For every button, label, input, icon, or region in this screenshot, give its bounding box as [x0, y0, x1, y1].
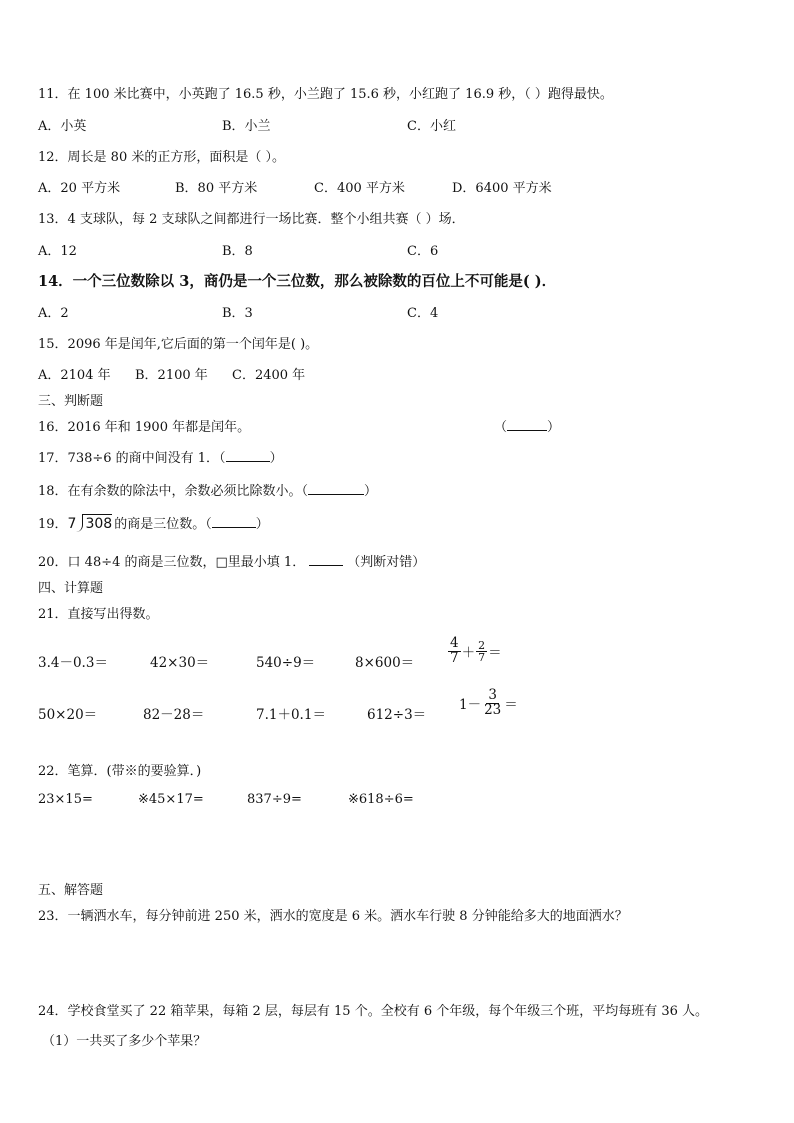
question-13-stem: 13．4 支球队，每 2 支球队之间都进行一场比赛．整个小组共赛（ ）场． [38, 212, 465, 227]
calc-item: 7.1＋0.1＝ [256, 707, 326, 723]
question-16-stem: 16．2016 年和 1900 年都是闰年。 [38, 420, 251, 435]
written-calc-item: ※618÷6= [348, 792, 414, 807]
question-22 [38, 760, 201, 779]
question-20: 20．口 48÷4 的商是三位数，□里最小填 1． （判断对错） [38, 555, 426, 570]
question-21 [38, 603, 159, 622]
q13-option-c[interactable]: C．6 [407, 244, 439, 259]
question-23 [38, 905, 628, 924]
q20-answer-blank[interactable] [309, 553, 343, 566]
section-heading-solve: 五、解答题 [38, 883, 104, 898]
q12-option-c[interactable]: C．400 平方米 [314, 181, 405, 196]
fraction: $\frac{2}{7}$ [478, 638, 486, 664]
question-16 [38, 416, 250, 435]
q11-option-a[interactable]: A．小英 [38, 119, 87, 134]
calc-item: 82－28＝ [143, 707, 205, 723]
q14-option-c[interactable]: C．4 [407, 306, 439, 321]
question-12 [38, 146, 285, 165]
calc-item-fraction-sum: $\frac{4}{7}$ ＋ $\frac{2}{7}$ ＝ [450, 635, 502, 666]
q15-option-a[interactable]: A．2104 年 [38, 368, 111, 383]
section-heading-calc: 四、计算题 [38, 581, 104, 596]
question-18: 18．在有余数的除法中，余数必须比除数小。（ ） [38, 484, 378, 499]
written-calc-item: 837÷9= [247, 792, 302, 807]
question-17: 17．738÷6 的商中间没有 1．（ ） [38, 451, 283, 466]
q11-option-b[interactable]: B．小兰 [222, 119, 271, 134]
long-division-bracket [76, 516, 112, 532]
question-17-stem: 17．738÷6 的商中间没有 1．（ [38, 451, 226, 466]
q13-option-a[interactable]: A．12 [38, 244, 77, 259]
question-15 [38, 333, 318, 352]
question-22-stem: 22．笔算．(带※的要验算．) [38, 764, 202, 779]
q19-divisor: 7 [67, 516, 77, 532]
question-15-stem: 15．2096 年是闰年,它后面的第一个闰年是( )。 [38, 337, 319, 352]
q12-option-d[interactable]: D．6400 平方米 [452, 181, 552, 196]
fraction: $\frac{3}{23}$ [484, 687, 502, 718]
calc-item: 540÷9＝ [256, 655, 316, 671]
calc-item: 3.4－0.3＝ [38, 655, 108, 671]
question-14 [38, 270, 556, 291]
written-calc-item: ※45×17= [138, 792, 204, 807]
q15-option-b[interactable]: B．2100 年 [135, 368, 208, 383]
q17-answer-blank[interactable] [226, 449, 270, 462]
q14-option-a[interactable]: A．2 [38, 306, 69, 321]
q18-answer-blank[interactable] [308, 482, 364, 495]
calc-item: 612÷3＝ [367, 707, 427, 723]
question-13 [38, 208, 465, 227]
question-11-stem: 11．在 100 米比赛中，小英跑了 16.5 秒，小兰跑了 15.6 秒，小红跑了 16.9 秒，（ ）跑得最快。 [38, 87, 613, 102]
question-24 [38, 1000, 708, 1019]
question-11 [38, 83, 613, 102]
question-21-stem: 21．直接写出得数。 [38, 607, 159, 622]
section-heading-judge: 三、判断题 [38, 394, 104, 409]
question-24-sub-1: （1）一共买了多少个苹果？ [42, 1034, 207, 1049]
question-14-stem: 14．一个三位数除以 3，商仍是一个三位数，那么被除数的百位上不可能是( )． [38, 273, 557, 290]
written-calc-item: 23×15= [38, 792, 93, 807]
question-23-stem: 23．一辆洒水车，每分钟前进 250 米，洒水的宽度是 6 米。洒水车行驶 8 分钟能给多大的地面洒水？ [38, 909, 628, 924]
calc-item: 42×30＝ [150, 655, 210, 671]
question-18-stem: 18．在有余数的除法中，余数必须比除数小。（ [38, 484, 309, 499]
q12-option-a[interactable]: A．20 平方米 [38, 181, 121, 196]
calc-item-fraction-sub: 1－ $\frac{3}{23}$ ＝ [459, 687, 518, 718]
question-24-stem: 24．学校食堂买了 22 箱苹果，每箱 2 层，每层有 15 个。全校有 6 个年级，每个年级三个班，平均每班有 36 人。 [38, 1004, 709, 1019]
q13-option-b[interactable]: B．8 [222, 244, 253, 259]
calc-item: 8×600＝ [355, 655, 415, 671]
question-19: 19．7 308 的商是三位数。（ ） [38, 516, 269, 532]
q14-option-b[interactable]: B．3 [222, 306, 253, 321]
calc-item: 50×20＝ [38, 707, 98, 723]
q16-answer-blank[interactable]: （ ） [494, 420, 561, 435]
question-12-stem: 12．周长是 80 米的正方形，面积是（ ）。 [38, 150, 285, 165]
q15-option-c[interactable]: C．2400 年 [232, 368, 306, 383]
q19-answer-blank[interactable] [212, 515, 256, 528]
question-20-stem: 20．口 48÷4 的商是三位数，□里最小填 1． [38, 555, 306, 570]
answer-blank[interactable] [507, 418, 547, 431]
q19-dividend: 308 [85, 516, 113, 532]
q11-option-c[interactable]: C．小红 [407, 119, 456, 134]
q12-option-b[interactable]: B．80 平方米 [175, 181, 258, 196]
fraction: $\frac{4}{7}$ [450, 635, 459, 666]
